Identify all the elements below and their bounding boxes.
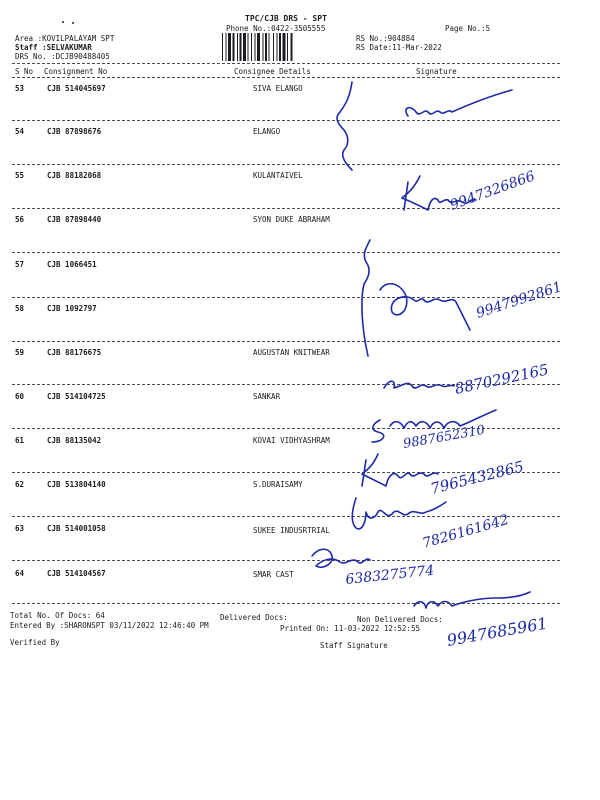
handwritten-phone-number: 9947685961	[445, 613, 549, 650]
row-sno: 58	[15, 304, 25, 313]
row-sno: 54	[15, 127, 25, 136]
row-divider	[12, 297, 560, 298]
barcode-bar	[222, 33, 223, 61]
verified-by: Verified By	[10, 638, 60, 647]
row-consignment-no: CJB 88135042	[47, 436, 102, 445]
row-consignee: SYON DUKE ABRAHAM	[253, 215, 330, 224]
handwritten-phone-number: 7965432865	[428, 457, 526, 498]
signature-bracket	[362, 240, 370, 356]
page-number: Page No.:5	[445, 24, 491, 33]
row-divider	[12, 428, 560, 429]
barcode-image	[222, 33, 332, 61]
barcode-bar	[243, 33, 246, 61]
barcode-bar	[269, 33, 270, 61]
barcode-bar	[248, 33, 249, 61]
column-header-consignee: Consignee Details	[234, 67, 311, 76]
barcode-bar	[291, 33, 293, 61]
printed-on: Printed On: 11-03-2022 12:52:55	[280, 624, 420, 633]
drs-number: DRS No. :DCJB90488405	[15, 52, 110, 61]
signature-scribble	[414, 592, 530, 608]
staff-label: Staff :	[15, 43, 47, 52]
barcode-bar	[228, 33, 231, 61]
signature-bracket	[337, 82, 352, 170]
row-divider	[12, 208, 560, 209]
barcode-bar	[257, 33, 260, 61]
row-consignment-no: CJB 514104567	[47, 569, 106, 578]
signature-scribble	[406, 90, 512, 116]
row-consignee: ELANGO	[253, 127, 281, 136]
staff-name: SELVAKUMAR	[46, 43, 92, 52]
barcode-bar	[226, 33, 227, 61]
row-sno: 60	[15, 392, 25, 401]
phone-number: Phone No.:0422-3505555	[226, 24, 326, 33]
signature-scribble	[372, 410, 496, 442]
barcode-bar	[237, 33, 238, 61]
row-consignment-no: CJB 513804140	[47, 480, 106, 489]
signature-scribble	[380, 284, 470, 330]
row-consignee: SMAR CAST	[253, 570, 294, 579]
total-docs: Total No. Of Docs: 64	[10, 611, 105, 620]
row-divider	[12, 516, 560, 517]
barcode-bar	[233, 33, 235, 61]
column-header-sno: S No	[15, 67, 34, 76]
rs-date: RS Date:11-Mar-2022	[356, 43, 442, 52]
staff-field	[15, 43, 92, 52]
row-divider	[12, 341, 560, 342]
row-divider	[12, 252, 560, 253]
handwritten-phone-number: 9947326866	[447, 168, 538, 214]
signature-scribble	[352, 498, 446, 529]
barcode-bar	[240, 33, 242, 61]
row-divider	[12, 120, 560, 121]
stray-mark	[72, 22, 74, 24]
row-consignment-no: CJB 1066451	[47, 260, 97, 269]
handwritten-phone-number: 6383275774	[344, 562, 436, 588]
barcode-bar	[283, 33, 286, 61]
document-title: TPC/CJB DRS - SPT	[245, 14, 327, 23]
delivered-docs: Delivered Docs:	[220, 613, 288, 622]
row-consignment-no: CJB 88182068	[47, 171, 102, 180]
barcode-bar	[255, 33, 256, 61]
barcode-bar	[273, 33, 274, 61]
row-consignee: KOVAI VIDHYASHRAM	[253, 436, 330, 445]
row-consignment-no: CJB 87898440	[47, 215, 102, 224]
row-sno: 59	[15, 348, 25, 357]
handwritten-phone-number: 9947992861	[474, 279, 564, 322]
row-sno: 57	[15, 260, 25, 269]
rs-number: RS No.:904884	[356, 34, 415, 43]
stray-mark	[62, 21, 64, 23]
divider	[12, 603, 560, 604]
row-consignee: SUKEE INDUSRTRIAL	[253, 526, 330, 535]
barcode-bar	[287, 33, 288, 61]
column-header-consignment: Consignment No	[44, 67, 108, 76]
row-divider	[12, 164, 560, 165]
row-sno: 56	[15, 215, 25, 224]
divider	[12, 77, 560, 78]
entered-by: Entered By :SHARONSPT 03/11/2022 12:46:40 PM	[10, 621, 209, 630]
barcode-bar	[263, 33, 264, 61]
row-consignee: KULANTAIVEL	[253, 171, 303, 180]
row-consignee: SIVA ELANGO	[253, 84, 303, 93]
row-sno: 64	[15, 569, 25, 578]
handwritten-phone-number: 8870292165	[453, 360, 551, 398]
barcode-bar	[277, 33, 278, 61]
row-consignee: AUGUSTAN KNITWEAR	[253, 348, 330, 357]
row-consignment-no: CJB 514045697	[47, 84, 106, 93]
staff-signature-label: Staff Signature	[320, 641, 388, 650]
row-divider	[12, 384, 560, 385]
barcode-bar	[251, 33, 252, 61]
row-consignment-no: CJB 88176675	[47, 348, 102, 357]
row-sno: 63	[15, 524, 25, 533]
divider	[12, 63, 560, 64]
row-divider	[12, 560, 560, 561]
row-consignment-no: CJB 514104725	[47, 392, 106, 401]
handwritten-phone-number: 9887652310	[402, 422, 487, 452]
barcode-bar	[265, 33, 267, 61]
column-header-signature: Signature	[416, 67, 457, 76]
handwritten-phone-number: 7826161642	[420, 511, 511, 552]
area-label: Area :KOVILPALAYAM SPT	[15, 34, 115, 43]
row-sno: 62	[15, 480, 25, 489]
row-sno: 61	[15, 436, 25, 445]
row-sno: 55	[15, 171, 25, 180]
row-divider	[12, 472, 560, 473]
row-consignment-no: CJB 1092797	[47, 304, 97, 313]
row-consignment-no: CJB 514001058	[47, 524, 106, 533]
row-consignee: SANKAR	[253, 392, 281, 401]
signature-scribble	[402, 176, 476, 210]
row-consignment-no: CJB 87898676	[47, 127, 102, 136]
barcode-bar	[279, 33, 281, 61]
signature-scribble	[362, 454, 438, 486]
row-sno: 53	[15, 84, 25, 93]
signature-scribble	[312, 549, 370, 567]
row-consignee: S.DURAISAMY	[253, 480, 303, 489]
non-delivered-docs: Non Delivered Docs:	[357, 615, 443, 624]
